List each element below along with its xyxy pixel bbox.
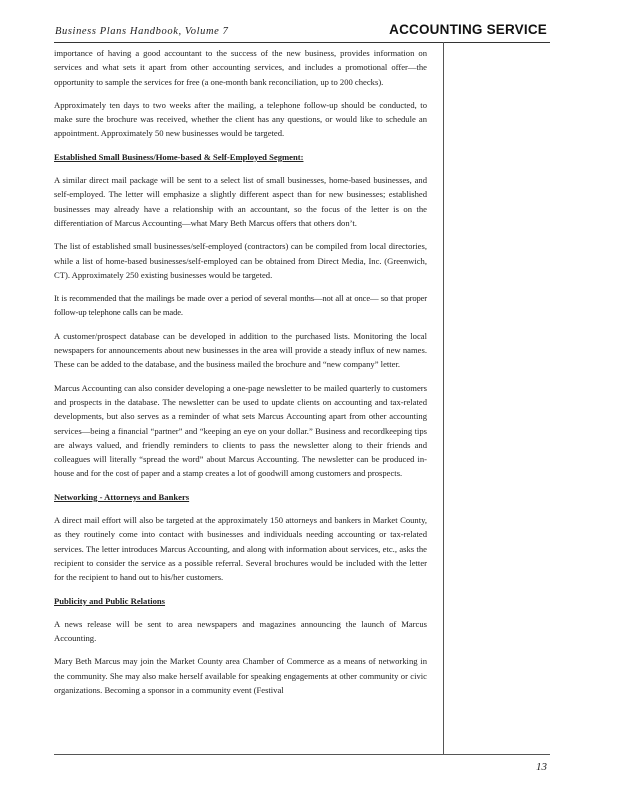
paragraph: A news release will be sent to area newspapers and magazines announcing the launch of Marcus Accounting. — [54, 618, 427, 644]
paragraph: It is recommended that the mailings be made over a period of several months—not all at once— so that proper follow-up telephone calls can be made. — [54, 293, 427, 318]
paragraph: importance of having a good accountant to the success of the new business, provides information on services and what sets it apart from other accounting services, and includes a promotional offer—the opportunity to sample the services for free (a one-month bank reconciliation, up to 200 checks). — [54, 48, 427, 87]
section-heading: Established Small Business/Home-based & Self-Employed Segment: — [54, 151, 304, 162]
paragraph: A similar direct mail package will be sent to a select list of small businesses, home-based businesses, and self-employed. The letter will emphasize a slightly different aspect than for new businesses; established businesses may already have a relationship with an accountant, so the focus of the letter is on the differentiation of Marcus Accounting—what Mary Beth Marcus offers that others don’t. — [54, 175, 427, 228]
margin-rule — [443, 42, 444, 754]
paragraph: A customer/prospect database can be developed in addition to the purchased lists. Monitoring the local newspapers for announcements about new businesses in the area will provide a steady influx of new names. These can be added to the database, and the business mailed the brochure and “new company” letter. — [54, 330, 427, 370]
section-heading: Networking - Attorneys and Bankers — [54, 491, 190, 502]
running-header-section-title: ACCOUNTING SERVICE — [389, 22, 547, 37]
paragraph: Approximately ten days to two weeks after the mailing, a telephone follow-up should be conducted, to make sure the brochure was received, whether the client has any questions, or would like to schedule an appointment. Approximately 50 new businesses would be targeted. — [54, 99, 427, 139]
paragraph: Mary Beth Marcus may join the Market County area Chamber of Commerce as a means of networking in the community. She may also make herself available for speaking engagements at other community or civic organizations. Becoming a sponsor in a community event (Festival — [54, 656, 427, 695]
running-header-book-title: Business Plans Handbook, Volume 7 — [55, 26, 229, 37]
section-heading: Publicity and Public Relations — [54, 595, 166, 606]
paragraph: A direct mail effort will also be targeted at the approximately 150 attorneys and bankers in Market County, as they routinely come into contact with businesses and individuals needing accounting or tax-related services. The letter introduces Marcus Accounting, and along with information about services, etc., asks the recipient to consider the service as a possible referral. Several brochures would be included with the letter for the recipient to hand out to his/her customers. — [54, 515, 427, 583]
paragraph: Marcus Accounting can also consider developing a one-page newsletter to be mailed quarterly to customers and prospects in the database. The newsletter can be used to update clients on accounting and tax-related developments, but also serves as a reminder of what sets Marcus Accounting apart from other accounting services—being a financial “partner” and “keeping an eye on your dollar.” Business and recordkeeping tips are always valued, and friendly reminders to clients to pass the newsletter along to their friends and colleagues will literally “spread the word” about Marcus Accounting. The newsletter can be produced in-house and for the cost of paper and a stamp creates a lot of goodwill among customers and prospects. — [54, 382, 427, 479]
body-text — [54, 46, 427, 706]
paragraph: The list of established small businesses/self-employed (contractors) can be compiled from local directories, while a list of home-based businesses/self-employed can be obtained from Direct Media, Inc. (Greenwich, CT). Approximately 250 existing businesses would be targeted. — [54, 241, 427, 280]
footer-rule — [54, 754, 550, 755]
page-number: 13 — [536, 761, 547, 773]
header-rule — [54, 42, 550, 43]
